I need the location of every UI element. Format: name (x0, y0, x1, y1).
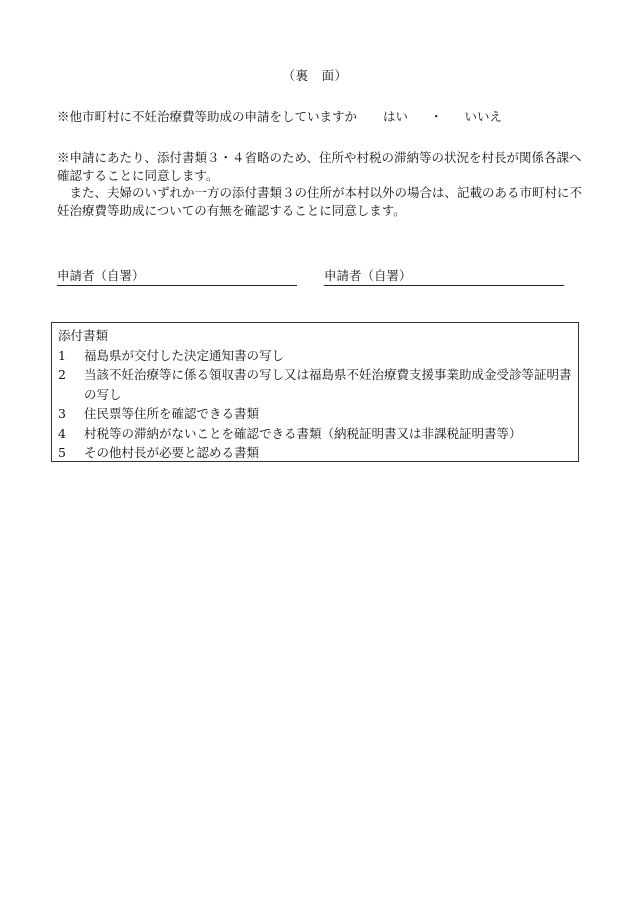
item-text: 住民票等住所を確認できる書類 (84, 406, 260, 421)
attachments-title: 添付書類 (58, 328, 109, 343)
answer-yes[interactable]: はい (383, 109, 409, 124)
item-text: 当該不妊治療等に係る領収書の写し又は福島県不妊治療費支援事業助成金受診等証明書の写し (84, 367, 572, 402)
signature-label: 申請者（自署） (57, 268, 145, 283)
list-item (58, 346, 572, 366)
question-text: ※他市町村に不妊治療費等助成の申請をしていますか (57, 109, 358, 124)
answer-options (383, 107, 502, 125)
item-text: 村税等の滞納がないことを確認できる書類（納税証明書又は非課税証明書等） (84, 425, 522, 441)
page-heading: （裏 面） (282, 68, 348, 83)
list-item (58, 443, 572, 463)
list-item (58, 424, 572, 444)
consent-paragraph-1: ※申請にあたり、添付書類３・４省略のため、住所や村税の滞納等の状況を村長が関係各課へ確認することに同意します。 (57, 150, 582, 183)
list-item (58, 404, 572, 424)
item-number: 4 (58, 425, 66, 441)
item-text: 福島県が交付した決定通知書の写し (84, 347, 285, 363)
applicant-signature-line-2[interactable] (324, 266, 564, 286)
consent-statement (57, 149, 589, 219)
answer-no[interactable]: いいえ (464, 109, 503, 124)
answer-separator: ・ (430, 109, 443, 124)
consent-paragraph-2: また、夫婦のいずれか一方の添付書類３の住所が本村以外の場合は、記載のある市町村に不妊治療費等助成についての有無を確認することに同意します。 (57, 185, 583, 218)
item-number: 3 (58, 406, 66, 421)
list-item (58, 365, 572, 404)
attachments-list (58, 346, 572, 463)
attachments-box (51, 322, 579, 462)
item-number: 2 (58, 367, 66, 382)
item-number: 5 (58, 445, 66, 460)
other-municipality-question (57, 107, 597, 125)
item-text: その他村長が必要と認める書類 (84, 445, 260, 460)
applicant-signature-line-1[interactable] (57, 266, 297, 286)
item-number: 1 (58, 347, 66, 363)
signature-label: 申請者（自署） (324, 268, 412, 283)
